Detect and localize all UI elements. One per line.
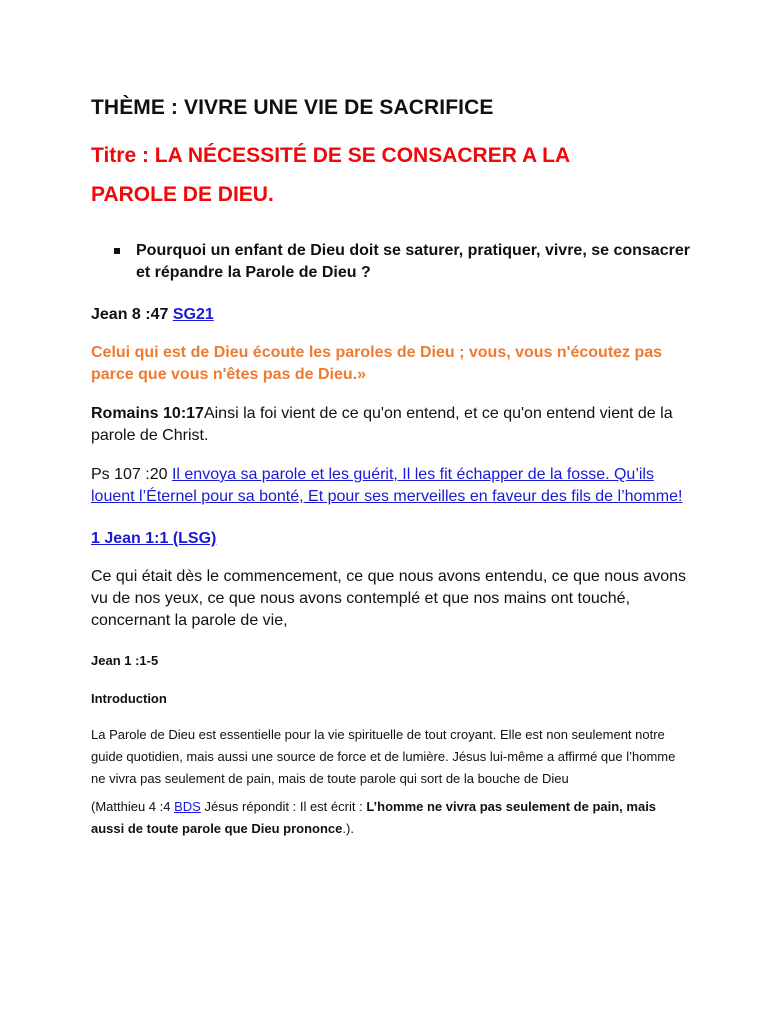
list-item: [91, 240, 691, 284]
sg21-link[interactable]: SG21: [172, 306, 214, 323]
jean-8-47-reference: [91, 304, 691, 326]
matthieu-paragraph: [91, 796, 691, 840]
matthieu-close: .).: [342, 821, 354, 836]
title-line-2: PAROLE DE DIEU.: [91, 183, 274, 206]
jean-1-1-text: Ce qui était dès le commencement, ce que nous avons entendu, ce que nous avons vu de nos yeux, ce que nous avons contemplé et que nos mains ont touché, concernant la parole de vie,: [91, 568, 687, 629]
matthieu-open: (Matthieu 4 :4: [91, 799, 175, 814]
psaume-link[interactable]: Il envoya sa parole et les guérit, Il les fit échapper de la fosse. Qu’ils louent l’Éternel pour sa bonté, Et pour ses merveilles en faveur des fils de l’homme!: [91, 466, 683, 505]
jean-8-47-ref: Jean 8 :47: [91, 306, 173, 323]
document-page: [91, 92, 691, 840]
jean-8-47-quote: Celui qui est de Dieu écoute les paroles de Dieu ; vous, vous n'écoutez pas parce que vous n'êtes pas de Dieu.»: [91, 344, 663, 383]
title-line-1: Titre : LA NÉCESSITÉ DE SE CONSACRER A LA: [91, 144, 571, 167]
bds-link[interactable]: BDS: [174, 799, 201, 814]
romains-text: Ainsi la foi vient de ce qu'on entend, et ce qu'on entend vient de la parole de Christ.: [91, 405, 673, 444]
matthieu-lead: Jésus répondit : Il est écrit :: [200, 799, 367, 814]
psaume-ref: Ps 107 :20: [91, 466, 172, 483]
square-bullet-icon: [114, 248, 120, 254]
introduction-heading: Introduction: [91, 691, 167, 706]
matthieu-bold-quote: L’homme ne vivra pas seulement de pain, mais aussi de toute parole que Dieu prononce: [91, 799, 657, 836]
jean-1-1-link[interactable]: 1 Jean 1:1 (LSG): [91, 530, 217, 547]
introduction-paragraph: La Parole de Dieu est essentielle pour la vie spirituelle de tout croyant. Elle est non seulement notre guide quotidien, mais aussi une source de force et de lumière. Jésus lui-même a affirmé que l’homme ne vivra pas seulement de pain, mais de toute parole qui sort de la bouche de Dieu: [91, 727, 676, 786]
theme-heading: THÈME : VIVRE UNE VIE DE SACRIFICE: [91, 96, 494, 119]
question-list: [91, 240, 691, 284]
psaume-paragraph: [91, 464, 691, 508]
romains-paragraph: [91, 403, 691, 447]
title-heading: [91, 136, 691, 214]
romains-ref: Romains 10:17: [91, 405, 204, 422]
jean-1-1-5-heading: Jean 1 :1-5: [91, 653, 159, 668]
jean-1-1-heading: [91, 528, 691, 550]
question-text: Pourquoi un enfant de Dieu doit se saturer, pratiquer, vivre, se consacrer et répandre la Parole de Dieu ?: [136, 242, 690, 281]
